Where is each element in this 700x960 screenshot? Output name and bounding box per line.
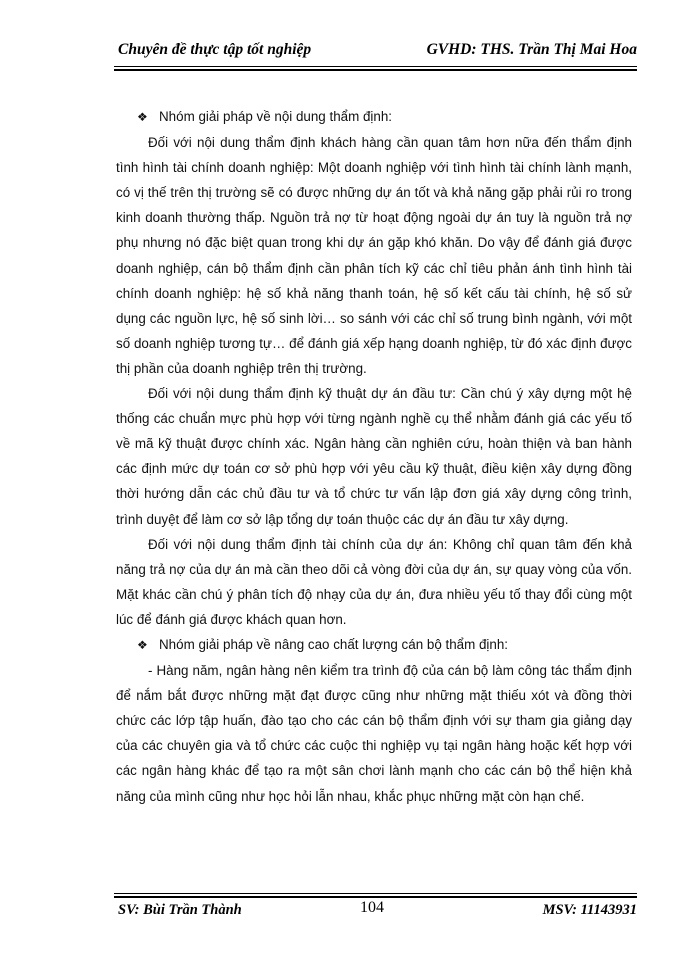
diamond-bullet-icon: ❖ [137,637,148,652]
paragraph: Đối với nội dung thẩm định tài chính của dự án: Không chỉ quan tâm đến khả năng trả nợ của dự án mà cần theo dõi cả vòng đời của dự án, sự quay vòng của vốn. Mặt khác cần chú ý phân tích độ nhạy của dự án, đưa nhiều yếu tố thay đổi cùng một lúc để đánh giá được khách quan hơn. [116,536,632,627]
bullet-heading-text: Nhóm giải pháp về nội dung thẩm định: [159,109,393,124]
paragraph: Đối với nội dung thẩm định kỹ thuật dự án đầu tư: Cần chú ý xây dựng một hệ thống các chuẩn mực phù hợp với từng ngành nghề cụ thể nhằm đánh giá các yếu tố về mã kỹ thuật được chính xác. Ngân hàng cần nghiên cứu, hoàn thiện và ban hành các định mức dự toán cơ sở phù hợp với yêu cầu kỹ thuật, điều kiện xây dựng đồng thời hướng dẫn các chủ đầu tư và tổ chức tư vấn lập đơn giá xây dựng công trình, trình duyệt để làm cơ sở lập tổng dự toán thuộc các dự án đầu tư xây dựng. [116,386,632,527]
footer-rule [114,893,637,894]
diamond-bullet-icon: ❖ [137,110,148,124]
bullet-heading-text: Nhóm giải pháp về nâng cao chất lượng cán bộ thẩm định: [159,636,509,652]
bullet-heading [116,632,632,658]
paragraph: - Hàng năm, ngân hàng nên kiểm tra trình độ của cán bộ làm công tác thẩm định để nắm bắt được những mặt đạt được cũng như những mặt thiếu xót và đồng thời chức các lớp tập huấn, đào tạo cho các cán bộ thẩm định với sự tham gia giảng dạy của các chuyên gia và tổ chức các cuộc thi nghiệp vụ tại ngân hàng hoặc kết hợp với các ngân hàng khác để tạo ra một sân chơi lành mạnh cho các cán bộ thể hiện khả năng của mình cũng như học hỏi lẫn nhau, khắc phục những mặt còn hạn chế. [116,663,632,804]
bullet-heading [116,104,632,130]
page-number: 104 [360,899,384,916]
header-title: Chuyên đề thực tập tốt nghiệp [118,41,312,58]
page-footer [114,899,637,923]
footer-student: SV: Bùi Trần Thành [118,902,242,918]
header-rule-thick [114,69,637,71]
header-rule [114,66,637,67]
page-header [114,37,637,67]
header-advisor: GVHD: THS. Trần Thị Mai Hoa [426,41,637,58]
footer-rule-thick [114,896,637,898]
page-body [116,104,632,809]
paragraph: Đối với nội dung thẩm định khách hàng cần quan tâm hơn nữa đến thẩm định tình hình tài chính doanh nghiệp: Một doanh nghiệp với tình hình tài chính lành mạnh, có vị thế trên thị trường sẽ có được những dự án tốt và khả năng gặp phải rủi ro trong kinh doanh thường thấp. Nguồn trả nợ từ hoạt động ngoài dự án tuy là nguồn trả nợ phụ nhưng nó đặc biệt quan trong khi dự án gặp khó khăn. Do vậy để đánh giá được doanh nghiệp, cán bộ thẩm định cần phân tích kỹ các chỉ tiêu phản ánh tình hình tài chính doanh nghiệp: hệ số khả năng thanh toán, hệ số kết cấu tài chính, hệ số sử dụng các nguồn lực, hệ số sinh lời… so sánh với các chỉ số trung bình ngành, với một số doanh nghiệp tương tự… để đánh giá xếp hạng doanh nghiệp, từ đó xác định được thị phần của doanh nghiệp trên thị trường. [116,135,632,376]
footer-student-id: MSV: 11143931 [542,902,637,918]
